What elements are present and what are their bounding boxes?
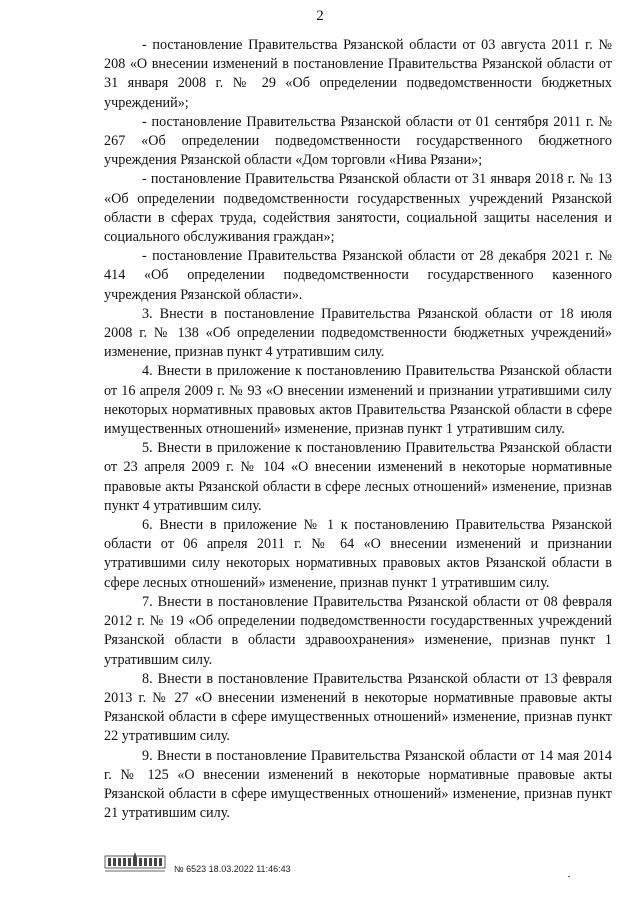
paragraph-item-3: 3. Внести в постановление Правительства Рязанской области от 18 июля 2008 г. № 138 «Об определении подведомственности бюджетных учреждений» изменение, признав пункт 4 утратившим силу. [104,305,612,361]
page-number: 2 [316,8,324,24]
paragraph-item-4: 4. Внести в приложение к постановлению Правительства Рязанской области от 16 апреля 2009 г. № 93 «О внесении изменений и признании утратившими силу некоторых нормативных правовых актов Правительства Рязанской области в сфере имущественных отношений» изменение, признав пункт 1 утратившим силу. [104,363,612,438]
paragraph-dash-4: - постановление Правительства Рязанской области от 28 декабря 2021 г. № 414 «Об определении подведомственности государственного казенного учреждения Рязанской области». [104,248,612,303]
paragraph-item-6: 6. Внести в приложение № 1 к постановлению Правительства Рязанской области от 06 апреля 2011 г. № 64 «О внесении изменений и признании утратившими силу некоторых нормативных правовых актов Рязанской области в сфере лесных отношений» изменение, признав пункт 1 утратившим силу. [104,517,612,591]
scan-mark [568,876,570,877]
paragraph-item-5: 5. Внести в приложение к постановлению Правительства Рязанской области от 23 апреля 2009 г. № 104 «О внесении изменений в некоторые нормативные правовые акты Рязанской области в сфере лесных отношений» изменение, признав пункт 4 утратившим силу. [104,440,612,514]
government-stamp-icon [104,848,166,876]
paragraph-dash-3: - постановление Правительства Рязанской области от 31 января 2018 г. № 13 «Об определении подведомственности государственных учреждений Рязанской области в сферах труда, содействия занятости, социальной защиты населения и социального обслуживания граждан»; [104,171,612,246]
paragraph-item-7: 7. Внести в постановление Правительства Рязанской области от 08 февраля 2012 г. № 19 «Об определении подведомственности государственных учреждений Рязанской области в области здравоохранения» изменение, признав пункт 1 утратившим силу. [104,593,612,668]
paragraph-dash-2: - постановление Правительства Рязанской области от 01 сентября 2011 г. № 267 «Об определении подведомственности государственного бюджетного учреждения Рязанской области «Дом торговли «Нива Рязани»; [104,113,612,169]
paragraph-item-8: 8. Внести в постановление Правительства Рязанской области от 13 февраля 2013 г. № 27 «О внесении изменений в некоторые нормативные правовые акты Рязанской области в сфере имущественных отношений» изменение, признав пункт 22 утратившим силу. [104,670,612,745]
paragraph-item-9: 9. Внести в постановление Правительства Рязанской области от 14 мая 2014 г. № 125 «О внесении изменений в некоторые нормативные правовые акты Рязанской области в сфере имущественных отношений» изменение, признав пункт 21 утратившим силу. [104,747,612,822]
footer [104,848,524,878]
paragraph-dash-1: - постановление Правительства Рязанской области от 03 августа 2011 г. № 208 «О внесении изменений в постановление Правительства Рязанской области от 31 января 2008 г. № 29 «Об определении подведомственности бюджетных учреждений»; [104,37,612,111]
registration-info: № 6523 18.03.2022 11:46:43 [174,864,291,874]
document-body [104,36,612,823]
